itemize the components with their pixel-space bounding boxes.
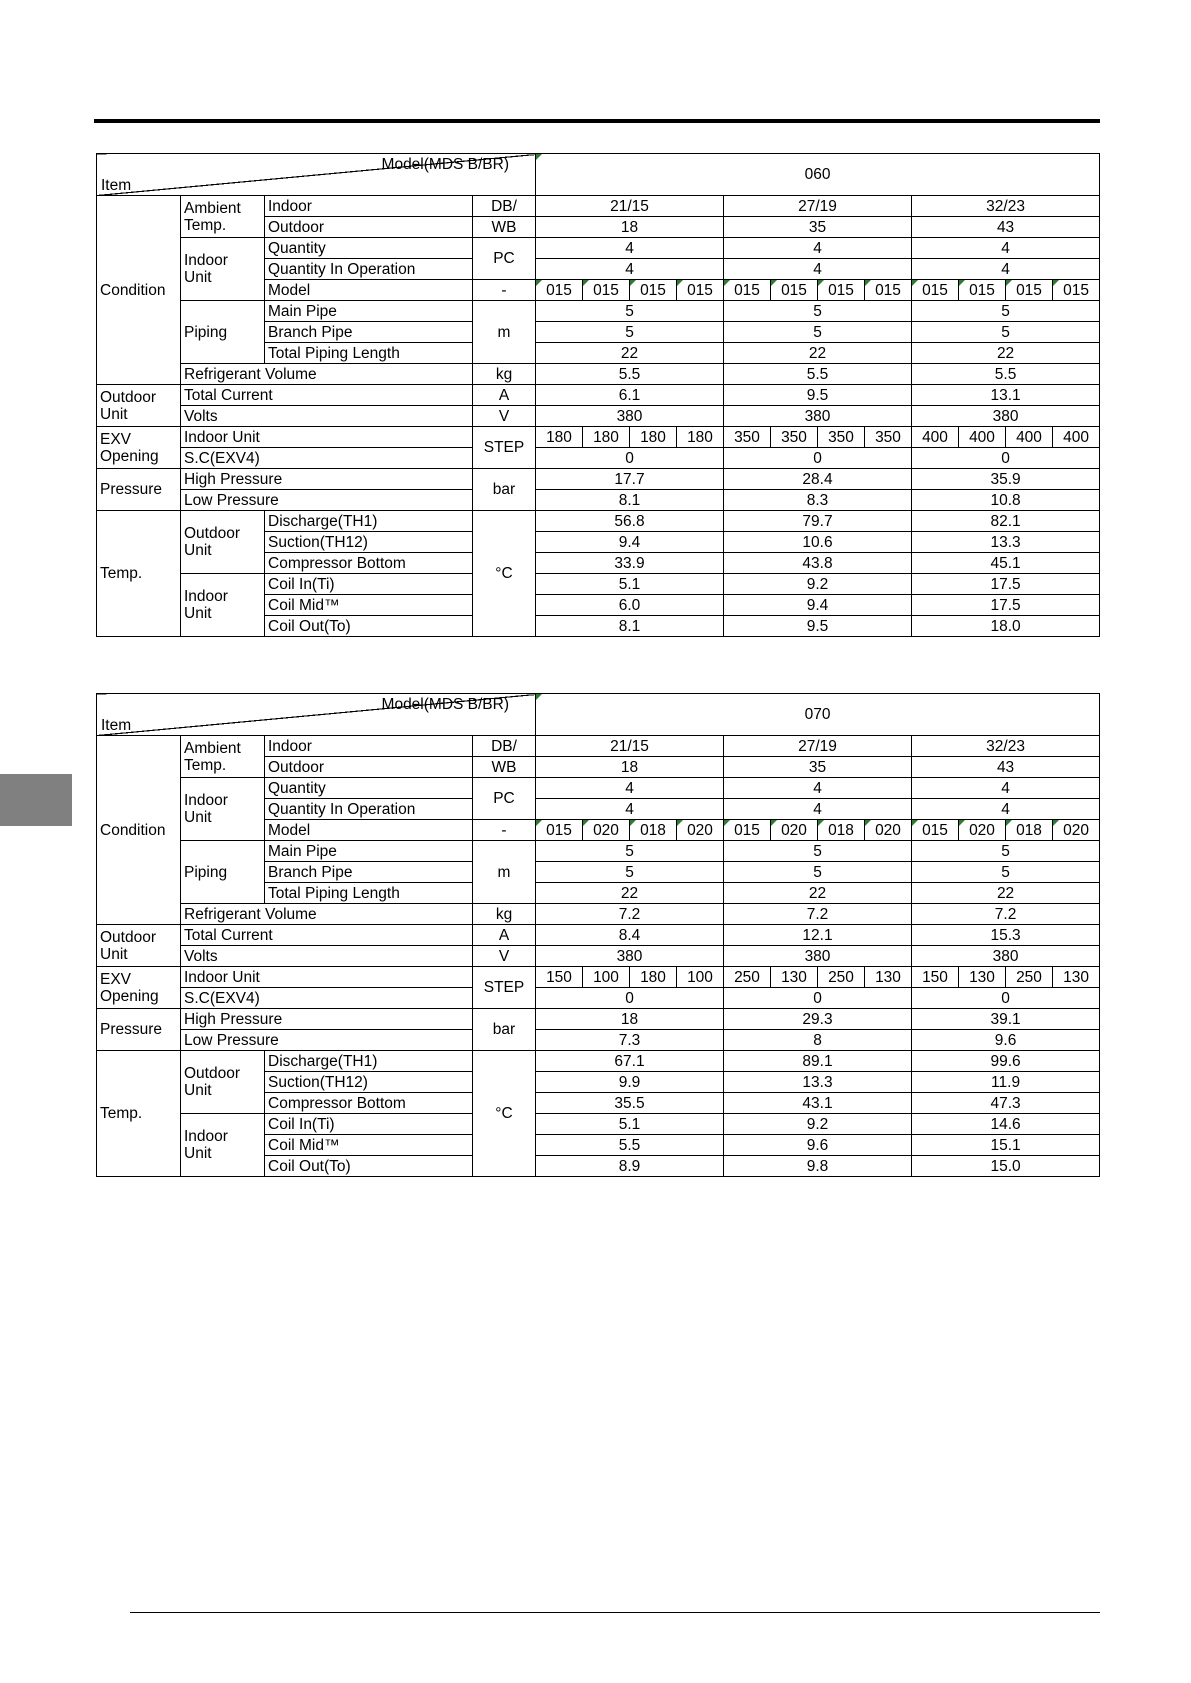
suction-value: 9.9 <box>536 1072 724 1093</box>
branch-pipe-value: 5 <box>536 862 724 883</box>
unit-a: A <box>473 385 536 406</box>
exv-indoor-value: 250 <box>818 967 865 988</box>
exv-indoor-value: 250 <box>1006 967 1053 988</box>
exv-indoor-value: 400 <box>1053 427 1100 448</box>
indoor-model-value: 020 <box>583 820 630 841</box>
suction-value: 9.4 <box>536 532 724 553</box>
exv-line2: Opening <box>100 447 159 465</box>
low-pressure-value: 8.3 <box>724 490 912 511</box>
item-label: Item <box>101 177 132 194</box>
ambient-temp-label <box>181 736 265 778</box>
discharge-label: Discharge(TH1) <box>265 1051 473 1072</box>
piping-label: Piping <box>181 841 265 904</box>
volts-value: 380 <box>912 406 1100 427</box>
unit-a: A <box>473 925 536 946</box>
coil-out-value: 15.0 <box>912 1156 1100 1177</box>
indoor-model-value: 015 <box>771 280 818 301</box>
exv-indoor-value: 350 <box>771 427 818 448</box>
indoor-model-value: 015 <box>1053 280 1100 301</box>
main-pipe-value: 5 <box>724 301 912 322</box>
refrigerant-value: 7.2 <box>724 904 912 925</box>
quantity-op-value: 4 <box>724 259 912 280</box>
indoor-unit-line1: Indoor <box>184 252 228 269</box>
sc-label: S.C(EXV4) <box>181 988 473 1009</box>
indoor-model-value: 020 <box>677 820 724 841</box>
model-label: Model(MDS B/BR) <box>381 156 509 173</box>
outdoor-unit-line1: Outdoor <box>100 928 157 946</box>
exv-line1: EXV <box>100 970 132 988</box>
sc-value: 0 <box>724 448 912 469</box>
temp-indoor-line1: Indoor <box>184 1128 228 1145</box>
sc-value: 0 <box>912 988 1100 1009</box>
unit-m: m <box>473 841 536 904</box>
suction-value: 13.3 <box>724 1072 912 1093</box>
unit-v: V <box>473 406 536 427</box>
main-pipe-value: 5 <box>724 841 912 862</box>
total-current-value: 8.4 <box>536 925 724 946</box>
quantity-value: 4 <box>912 238 1100 259</box>
ambient-outdoor-value: 43 <box>912 217 1100 238</box>
quantity-value: 4 <box>724 778 912 799</box>
indoor-model-value: 015 <box>630 280 677 301</box>
ambient-indoor-value: 27/19 <box>724 736 912 757</box>
quantity-value: 4 <box>912 778 1100 799</box>
exv-indoor-unit-label: Indoor Unit <box>181 967 473 988</box>
low-pressure-value: 8 <box>724 1030 912 1051</box>
coil-in-value: 9.2 <box>724 1114 912 1135</box>
indoor-model-value: 018 <box>1006 820 1053 841</box>
indoor-model-value: 020 <box>865 820 912 841</box>
low-pressure-value: 8.1 <box>536 490 724 511</box>
compressor-bottom-label: Compressor Bottom <box>265 553 473 574</box>
model-row-label: Model <box>265 820 473 841</box>
unit-bar: bar <box>473 1009 536 1051</box>
low-pressure-value: 10.8 <box>912 490 1100 511</box>
quantity-op-value: 4 <box>912 799 1100 820</box>
indoor-model-value: 015 <box>677 280 724 301</box>
indoor-model-value: 015 <box>865 280 912 301</box>
indoor-model-value: 015 <box>818 280 865 301</box>
ambient-indoor-value: 21/15 <box>536 736 724 757</box>
coil-mid-value: 15.1 <box>912 1135 1100 1156</box>
quantity-op-value: 4 <box>536 259 724 280</box>
row-group-temp: Temp. <box>97 511 181 637</box>
indoor-model-value: 015 <box>912 280 959 301</box>
suction-label: Suction(TH12) <box>265 1072 473 1093</box>
sc-value: 0 <box>912 448 1100 469</box>
ambient-indoor-value: 21/15 <box>536 196 724 217</box>
main-pipe-value: 5 <box>912 841 1100 862</box>
coil-out-label: Coil Out(To) <box>265 616 473 637</box>
temp-indoor-line1: Indoor <box>184 588 228 605</box>
spec-table-070 <box>96 693 1100 1177</box>
outdoor-label: Outdoor <box>265 217 473 238</box>
main-pipe-label: Main Pipe <box>265 301 473 322</box>
row-group-exv <box>97 427 181 469</box>
main-pipe-value: 5 <box>912 301 1100 322</box>
high-pressure-value: 17.7 <box>536 469 724 490</box>
row-group-exv <box>97 967 181 1009</box>
exv-indoor-value: 130 <box>1053 967 1100 988</box>
temp-outdoor-unit-label <box>181 511 265 574</box>
total-current-label: Total Current <box>181 385 473 406</box>
low-pressure-value: 9.6 <box>912 1030 1100 1051</box>
footer-rule <box>130 1612 1100 1613</box>
quantity-op-value: 4 <box>536 799 724 820</box>
coil-out-value: 9.8 <box>724 1156 912 1177</box>
refrigerant-value: 7.2 <box>912 904 1100 925</box>
high-pressure-value: 39.1 <box>912 1009 1100 1030</box>
total-piping-value: 22 <box>912 343 1100 364</box>
temp-outdoor-line2: Unit <box>184 542 212 559</box>
sc-label: S.C(EXV4) <box>181 448 473 469</box>
row-group-temp: Temp. <box>97 1051 181 1177</box>
low-pressure-label: Low Pressure <box>181 1030 473 1051</box>
high-pressure-value: 28.4 <box>724 469 912 490</box>
coil-mid-label: Coil Mid™ <box>265 1135 473 1156</box>
compressor-bottom-label: Compressor Bottom <box>265 1093 473 1114</box>
compressor-bottom-value: 47.3 <box>912 1093 1100 1114</box>
coil-out-label: Coil Out(To) <box>265 1156 473 1177</box>
main-pipe-value: 5 <box>536 841 724 862</box>
refrigerant-value: 5.5 <box>724 364 912 385</box>
indoor-model-value: 018 <box>630 820 677 841</box>
exv-line2: Opening <box>100 987 159 1005</box>
indoor-model-value: 020 <box>1053 820 1100 841</box>
refrigerant-value: 7.2 <box>536 904 724 925</box>
piping-label: Piping <box>181 301 265 364</box>
coil-in-value: 5.1 <box>536 574 724 595</box>
volts-value: 380 <box>912 946 1100 967</box>
high-pressure-value: 29.3 <box>724 1009 912 1030</box>
coil-in-label: Coil In(Ti) <box>265 574 473 595</box>
unit-dbwb-2: WB <box>473 217 536 238</box>
compressor-bottom-value: 33.9 <box>536 553 724 574</box>
unit-step: STEP <box>473 427 536 469</box>
exv-indoor-value: 130 <box>959 967 1006 988</box>
total-current-value: 6.1 <box>536 385 724 406</box>
indoor-model-value: 020 <box>771 820 818 841</box>
discharge-value: 79.7 <box>724 511 912 532</box>
total-current-value: 12.1 <box>724 925 912 946</box>
row-group-pressure: Pressure <box>97 469 181 511</box>
volts-value: 380 <box>536 406 724 427</box>
unit-dash: - <box>473 820 536 841</box>
exv-indoor-value: 250 <box>724 967 771 988</box>
unit-dbwb-1: DB/ <box>473 736 536 757</box>
branch-pipe-value: 5 <box>912 862 1100 883</box>
header-diagonal-cell <box>97 154 536 196</box>
exv-indoor-value: 350 <box>865 427 912 448</box>
ambient-label-line1: Ambient <box>184 739 241 757</box>
outdoor-unit-line2: Unit <box>100 405 128 423</box>
unit-bar: bar <box>473 469 536 511</box>
volts-label: Volts <box>181 406 473 427</box>
ambient-outdoor-value: 35 <box>724 217 912 238</box>
exv-indoor-value: 350 <box>724 427 771 448</box>
exv-indoor-value: 150 <box>536 967 583 988</box>
coil-mid-value: 9.4 <box>724 595 912 616</box>
quantity-op-value: 4 <box>912 259 1100 280</box>
discharge-value: 82.1 <box>912 511 1100 532</box>
total-piping-label: Total Piping Length <box>265 883 473 904</box>
exv-indoor-value: 400 <box>912 427 959 448</box>
model-value: 070 <box>536 694 1100 736</box>
sc-value: 0 <box>724 988 912 1009</box>
low-pressure-value: 7.3 <box>536 1030 724 1051</box>
unit-m: m <box>473 301 536 364</box>
ambient-outdoor-value: 18 <box>536 757 724 778</box>
row-group-condition: Condition <box>97 736 181 925</box>
indoor-unit-line2: Unit <box>184 809 212 826</box>
exv-indoor-value: 180 <box>677 427 724 448</box>
quantity-value: 4 <box>724 238 912 259</box>
indoor-unit-label <box>181 238 265 301</box>
high-pressure-label: High Pressure <box>181 1009 473 1030</box>
main-pipe-label: Main Pipe <box>265 841 473 862</box>
ambient-indoor-value: 32/23 <box>912 736 1100 757</box>
discharge-label: Discharge(TH1) <box>265 511 473 532</box>
total-piping-label: Total Piping Length <box>265 343 473 364</box>
branch-pipe-label: Branch Pipe <box>265 322 473 343</box>
total-piping-value: 22 <box>724 343 912 364</box>
spec-table-060 <box>96 153 1100 637</box>
coil-out-value: 8.9 <box>536 1156 724 1177</box>
unit-pc: PC <box>473 238 536 280</box>
coil-out-value: 8.1 <box>536 616 724 637</box>
temp-outdoor-line2: Unit <box>184 1082 212 1099</box>
quantity-op-label: Quantity In Operation <box>265 799 473 820</box>
refrigerant-label: Refrigerant Volume <box>181 904 473 925</box>
indoor-model-value: 015 <box>724 280 771 301</box>
row-group-condition: Condition <box>97 196 181 385</box>
suction-value: 11.9 <box>912 1072 1100 1093</box>
high-pressure-label: High Pressure <box>181 469 473 490</box>
model-row-label: Model <box>265 280 473 301</box>
model-label: Model(MDS B/BR) <box>381 696 509 713</box>
unit-kg: kg <box>473 904 536 925</box>
temp-outdoor-line1: Outdoor <box>184 525 241 542</box>
exv-indoor-value: 180 <box>536 427 583 448</box>
suction-label: Suction(TH12) <box>265 532 473 553</box>
quantity-label: Quantity <box>265 238 473 259</box>
coil-out-value: 18.0 <box>912 616 1100 637</box>
model-value: 060 <box>536 154 1100 196</box>
header-rule <box>94 119 1100 123</box>
compressor-bottom-value: 43.8 <box>724 553 912 574</box>
branch-pipe-value: 5 <box>912 322 1100 343</box>
compressor-bottom-value: 43.1 <box>724 1093 912 1114</box>
exv-indoor-unit-label: Indoor Unit <box>181 427 473 448</box>
exv-indoor-value: 130 <box>771 967 818 988</box>
ambient-indoor-value: 32/23 <box>912 196 1100 217</box>
high-pressure-value: 35.9 <box>912 469 1100 490</box>
exv-indoor-value: 180 <box>630 967 677 988</box>
total-current-value: 9.5 <box>724 385 912 406</box>
ambient-label-line2: Temp. <box>184 216 227 234</box>
indoor-model-value: 015 <box>583 280 630 301</box>
indoor-label: Indoor <box>265 736 473 757</box>
indoor-model-value: 015 <box>959 280 1006 301</box>
temp-indoor-line2: Unit <box>184 605 212 622</box>
ambient-outdoor-value: 35 <box>724 757 912 778</box>
total-current-label: Total Current <box>181 925 473 946</box>
total-piping-value: 22 <box>536 343 724 364</box>
coil-out-value: 9.5 <box>724 616 912 637</box>
compressor-bottom-value: 35.5 <box>536 1093 724 1114</box>
low-pressure-label: Low Pressure <box>181 490 473 511</box>
unit-dbwb-1: DB/ <box>473 196 536 217</box>
branch-pipe-value: 5 <box>724 862 912 883</box>
sc-value: 0 <box>536 448 724 469</box>
discharge-value: 56.8 <box>536 511 724 532</box>
volts-value: 380 <box>724 406 912 427</box>
indoor-model-value: 018 <box>818 820 865 841</box>
exv-indoor-value: 180 <box>630 427 677 448</box>
indoor-unit-line2: Unit <box>184 269 212 286</box>
discharge-value: 89.1 <box>724 1051 912 1072</box>
coil-in-label: Coil In(Ti) <box>265 1114 473 1135</box>
ambient-outdoor-value: 18 <box>536 217 724 238</box>
volts-value: 380 <box>724 946 912 967</box>
header-diagonal-cell <box>97 694 536 736</box>
outdoor-label: Outdoor <box>265 757 473 778</box>
quantity-op-label: Quantity In Operation <box>265 259 473 280</box>
suction-value: 10.6 <box>724 532 912 553</box>
unit-kg: kg <box>473 364 536 385</box>
outdoor-unit-line1: Outdoor <box>100 388 157 406</box>
exv-line1: EXV <box>100 430 132 448</box>
discharge-value: 99.6 <box>912 1051 1100 1072</box>
refrigerant-label: Refrigerant Volume <box>181 364 473 385</box>
unit-v: V <box>473 946 536 967</box>
ambient-outdoor-value: 43 <box>912 757 1100 778</box>
ambient-label-line2: Temp. <box>184 756 227 774</box>
temp-outdoor-unit-label <box>181 1051 265 1114</box>
ambient-indoor-value: 27/19 <box>724 196 912 217</box>
exv-indoor-value: 400 <box>1006 427 1053 448</box>
ambient-label-line1: Ambient <box>184 199 241 217</box>
refrigerant-value: 5.5 <box>536 364 724 385</box>
indoor-model-value: 015 <box>536 280 583 301</box>
unit-degc: °C <box>473 511 536 637</box>
exv-indoor-value: 100 <box>677 967 724 988</box>
quantity-value: 4 <box>536 238 724 259</box>
coil-in-value: 9.2 <box>724 574 912 595</box>
quantity-label: Quantity <box>265 778 473 799</box>
indoor-model-value: 015 <box>724 820 771 841</box>
branch-pipe-label: Branch Pipe <box>265 862 473 883</box>
total-piping-value: 22 <box>912 883 1100 904</box>
temp-outdoor-line1: Outdoor <box>184 1065 241 1082</box>
temp-indoor-line2: Unit <box>184 1145 212 1162</box>
total-current-value: 13.1 <box>912 385 1100 406</box>
unit-degc: °C <box>473 1051 536 1177</box>
coil-mid-label: Coil Mid™ <box>265 595 473 616</box>
row-group-outdoor-unit <box>97 925 181 967</box>
coil-mid-value: 9.6 <box>724 1135 912 1156</box>
main-pipe-value: 5 <box>536 301 724 322</box>
outdoor-unit-line2: Unit <box>100 945 128 963</box>
volts-value: 380 <box>536 946 724 967</box>
high-pressure-value: 18 <box>536 1009 724 1030</box>
exv-indoor-value: 100 <box>583 967 630 988</box>
compressor-bottom-value: 45.1 <box>912 553 1100 574</box>
discharge-value: 67.1 <box>536 1051 724 1072</box>
temp-indoor-unit-label <box>181 574 265 637</box>
row-group-pressure: Pressure <box>97 1009 181 1051</box>
quantity-op-value: 4 <box>724 799 912 820</box>
total-piping-value: 22 <box>724 883 912 904</box>
branch-pipe-value: 5 <box>724 322 912 343</box>
indoor-label: Indoor <box>265 196 473 217</box>
indoor-model-value: 020 <box>959 820 1006 841</box>
indoor-model-value: 015 <box>536 820 583 841</box>
volts-label: Volts <box>181 946 473 967</box>
ambient-temp-label <box>181 196 265 238</box>
unit-dbwb-2: WB <box>473 757 536 778</box>
exv-indoor-value: 180 <box>583 427 630 448</box>
unit-step: STEP <box>473 967 536 1009</box>
exv-indoor-value: 350 <box>818 427 865 448</box>
quantity-value: 4 <box>536 778 724 799</box>
total-piping-value: 22 <box>536 883 724 904</box>
temp-indoor-unit-label <box>181 1114 265 1177</box>
exv-indoor-value: 150 <box>912 967 959 988</box>
branch-pipe-value: 5 <box>536 322 724 343</box>
coil-in-value: 17.5 <box>912 574 1100 595</box>
row-group-outdoor-unit <box>97 385 181 427</box>
indoor-unit-label <box>181 778 265 841</box>
refrigerant-value: 5.5 <box>912 364 1100 385</box>
sc-value: 0 <box>536 988 724 1009</box>
coil-mid-value: 6.0 <box>536 595 724 616</box>
coil-mid-value: 5.5 <box>536 1135 724 1156</box>
indoor-unit-line1: Indoor <box>184 792 228 809</box>
coil-mid-value: 17.5 <box>912 595 1100 616</box>
exv-indoor-value: 130 <box>865 967 912 988</box>
coil-in-value: 14.6 <box>912 1114 1100 1135</box>
item-label: Item <box>101 717 132 734</box>
coil-in-value: 5.1 <box>536 1114 724 1135</box>
unit-dash: - <box>473 280 536 301</box>
indoor-model-value: 015 <box>912 820 959 841</box>
unit-pc: PC <box>473 778 536 820</box>
suction-value: 13.3 <box>912 532 1100 553</box>
section-tab <box>0 774 72 826</box>
indoor-model-value: 015 <box>1006 280 1053 301</box>
exv-indoor-value: 400 <box>959 427 1006 448</box>
total-current-value: 15.3 <box>912 925 1100 946</box>
